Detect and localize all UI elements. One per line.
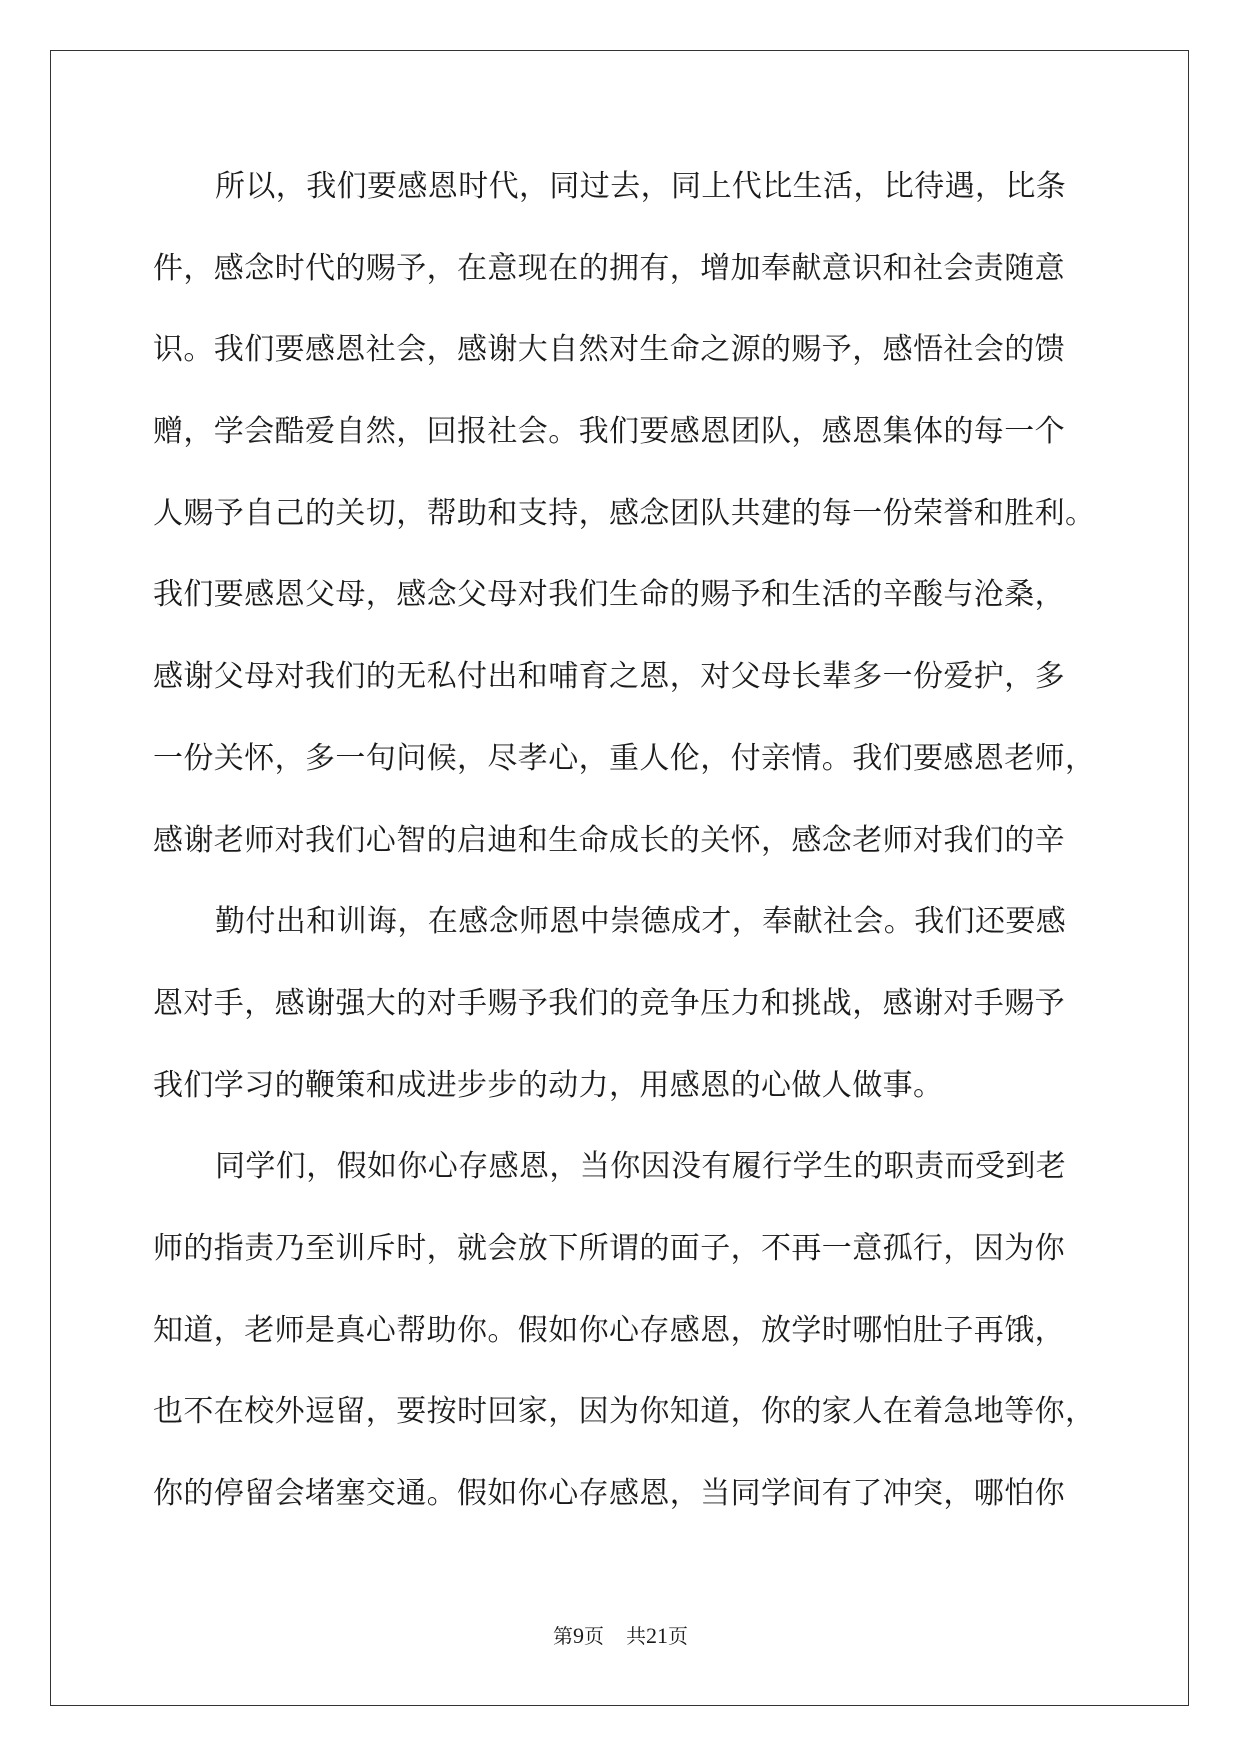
total-pages-number: 21 xyxy=(646,1623,668,1648)
total-prefix: 共 xyxy=(626,1626,646,1648)
text-line: 也不在校外逗留，要按时回家，因为你知道，你的家人在着急地等你， xyxy=(153,1394,1096,1430)
text-line: 识。我们要感恩社会，感谢大自然对生命之源的赐予，感悟社会的馈 xyxy=(153,332,1065,368)
text-line: 同学们，假如你心存感恩，当你因没有履行学生的职责而受到老 xyxy=(215,1149,1067,1185)
current-page-number: 9 xyxy=(573,1623,584,1648)
page-prefix: 第 xyxy=(553,1626,573,1648)
text-line: 所以，我们要感恩时代，同过去，同上代比生活，比待遇，比条 xyxy=(215,169,1067,204)
document-body xyxy=(153,162,1096,1551)
text-line: 件，感念时代的赐予，在意现在的拥有，增加奉献意识和社会责随意 xyxy=(153,250,1065,286)
text-line: 恩对手，感谢强大的对手赐予我们的竞争压力和挑战，感谢对手赐予 xyxy=(153,985,1065,1021)
text-line: 感谢父母对我们的无私付出和哺育之恩，对父母长辈多一份爱护，多 xyxy=(153,659,1065,695)
text-line: 感谢老师对我们心智的启迪和生命成长的关怀，感念老师对我们的辛 xyxy=(153,822,1065,858)
text-line: 一份关怀，多一句问候，尽孝心，重人伦，付亲情。我们要感恩老师， xyxy=(153,740,1096,776)
text-line: 师的指责乃至训斥时，就会放下所谓的面子，不再一意孤行，因为你 xyxy=(153,1230,1065,1266)
text-line: 我们学习的鞭策和成进步步的动力，用感恩的心做人做事。 xyxy=(153,1067,944,1103)
total-suffix: 页 xyxy=(668,1626,688,1648)
page-footer xyxy=(0,1620,1241,1649)
text-line: 知道，老师是真心帮助你。假如你心存感恩，放学时哪怕肚子再饿， xyxy=(153,1312,1065,1348)
text-line: 人赐予自己的关切，帮助和支持，感念团队共建的每一份荣誉和胜利。 xyxy=(153,495,1096,531)
text-line: 勤付出和训诲，在感念师恩中崇德成才，奉献社会。我们还要感 xyxy=(215,904,1067,940)
text-line: 赠，学会酷爱自然，回报社会。我们要感恩团队，感恩集体的每一个 xyxy=(153,414,1065,450)
text-line: 你的停留会堵塞交通。假如你心存感恩，当同学间有了冲突，哪怕你 xyxy=(153,1476,1065,1511)
page-word: 页 xyxy=(584,1626,604,1648)
text-line: 我们要感恩父母，感念父母对我们生命的赐予和生活的辛酸与沧桑， xyxy=(153,577,1065,613)
